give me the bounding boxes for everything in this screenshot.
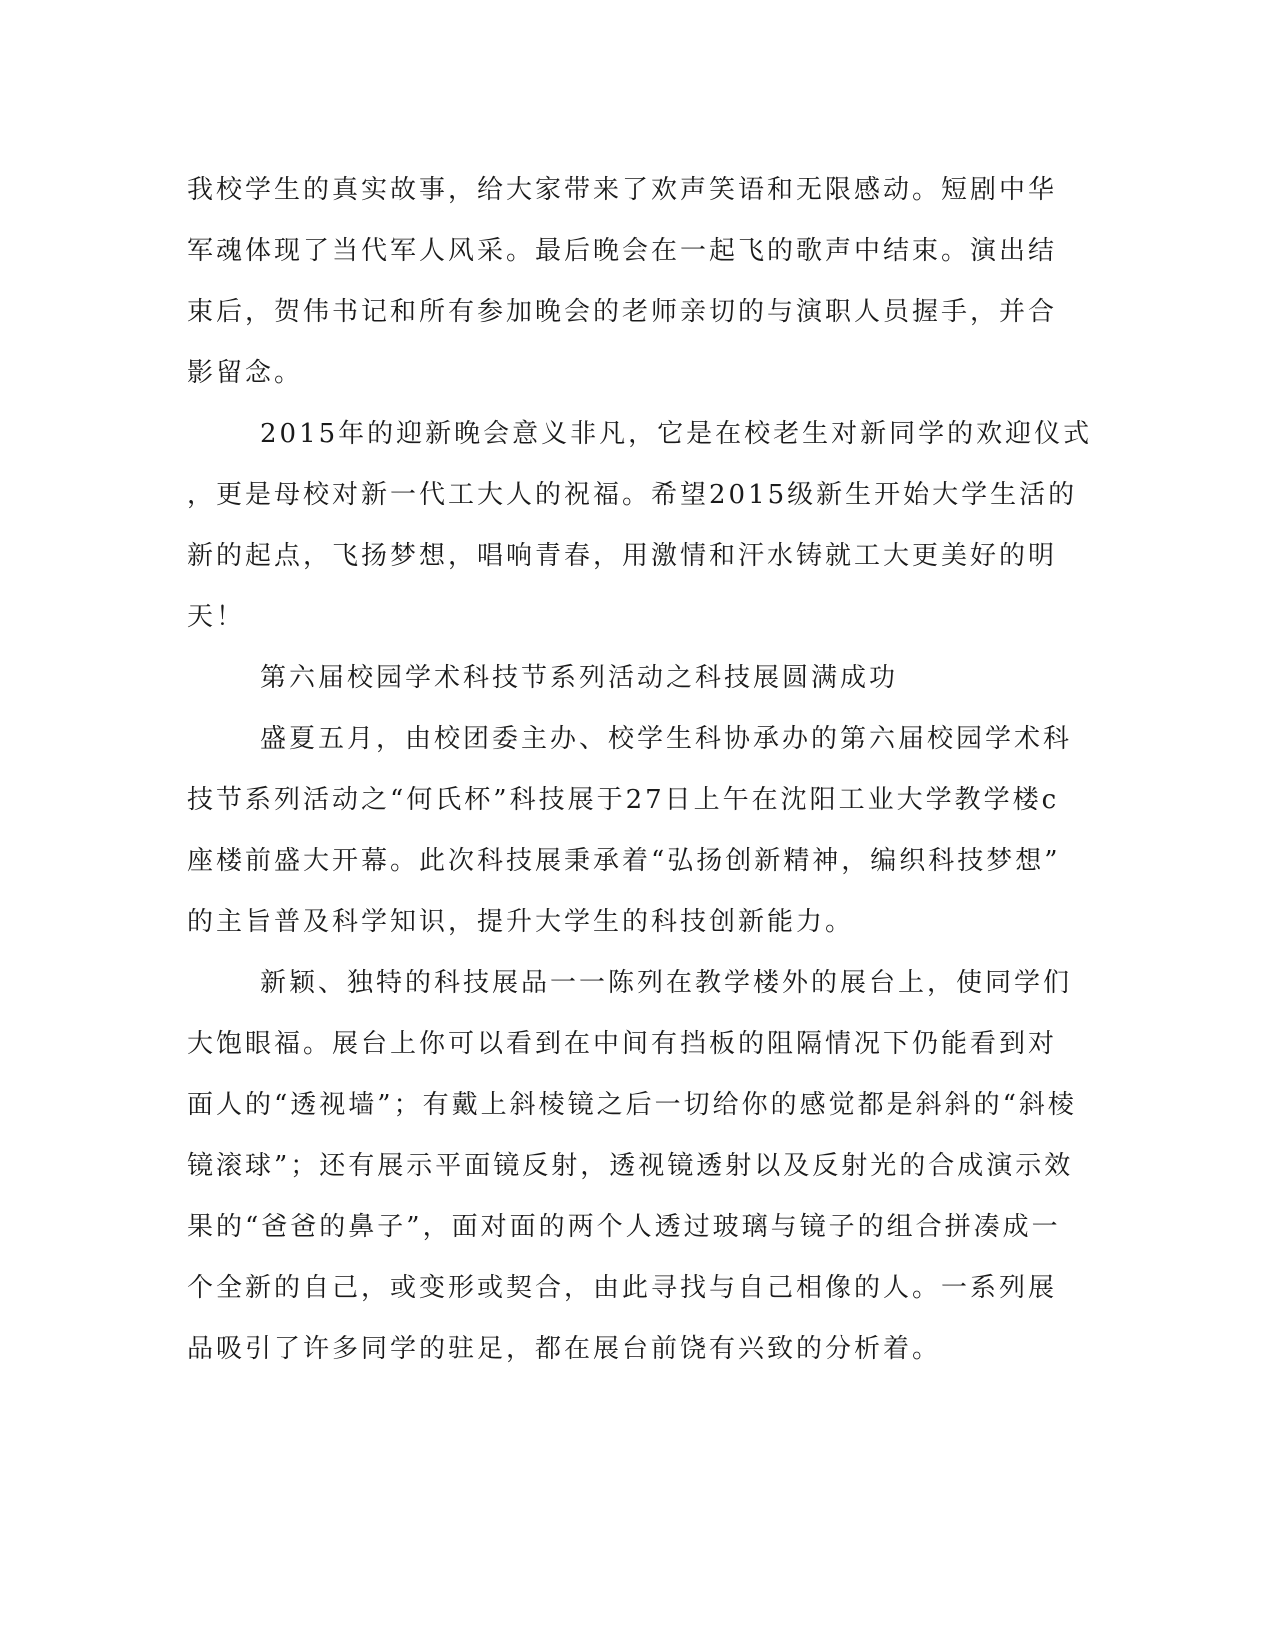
paragraph-line: 技节系列活动之“何氏杯”科技展于27日上午在沈阳工业大学教学楼c — [187, 785, 1060, 815]
paragraph-line: 座楼前盛大开幕。此次科技展秉承着“弘扬创新精神，编织科技梦想” — [187, 846, 1061, 876]
paragraph-line: 新颖、独特的科技展品一一陈列在教学楼外的展台上，使同学们 — [260, 968, 1073, 998]
paragraph-line: 我校学生的真实故事，给大家带来了欢声笑语和无限感动。短剧中华 — [187, 175, 1058, 205]
paragraph-line: 品吸引了许多同学的驻足，都在展台前饶有兴致的分析着。 — [187, 1334, 942, 1364]
paragraph-line: 影留念。 — [187, 358, 304, 388]
paragraph-line: 个全新的自己，或变形或契合，由此寻找与自己相像的人。一系列展 — [187, 1273, 1058, 1303]
paragraph-line: 盛夏五月，由校团委主办、校学生科协承办的第六届校园学术科 — [260, 724, 1073, 754]
paragraph-line: 新的起点，飞扬梦想，唱响青春，用激情和汗水铸就工大更美好的明 — [187, 541, 1058, 571]
paragraph-line: 的主旨普及科学知识，提升大学生的科技创新能力。 — [187, 907, 855, 937]
paragraph-line: 果的“爸爸的鼻子”，面对面的两个人透过玻璃与镜子的组合拼凑成一 — [187, 1212, 1061, 1242]
paragraph-line: 军魂体现了当代军人风采。最后晚会在一起飞的歌声中结束。演出结 — [187, 236, 1058, 266]
paragraph-line: 大饱眼福。展台上你可以看到在中间有挡板的阻隔情况下仍能看到对 — [187, 1029, 1058, 1059]
paragraph-line: 天！ — [187, 602, 246, 632]
article-body — [187, 160, 1093, 1380]
paragraph-line: 镜滚球”；还有展示平面镜反射，透视镜透射以及反射光的合成演示效 — [187, 1151, 1074, 1181]
paragraph-line: 面人的“透视墙”；有戴上斜棱镜之后一切给你的感觉都是斜斜的“斜棱 — [187, 1090, 1077, 1120]
paragraph-line: 2015年的迎新晚会意义非凡，它是在校老生对新同学的欢迎仪式 — [260, 419, 1093, 449]
paragraph-line: 束后，贺伟书记和所有参加晚会的老师亲切的与演职人员握手，并合 — [187, 297, 1058, 327]
paragraph-line: ，更是母校对新一代工大人的祝福。希望2015级新生开始大学生活的 — [187, 480, 1078, 510]
section-heading: 第六届校园学术科技节系列活动之科技展圆满成功 — [260, 663, 899, 693]
